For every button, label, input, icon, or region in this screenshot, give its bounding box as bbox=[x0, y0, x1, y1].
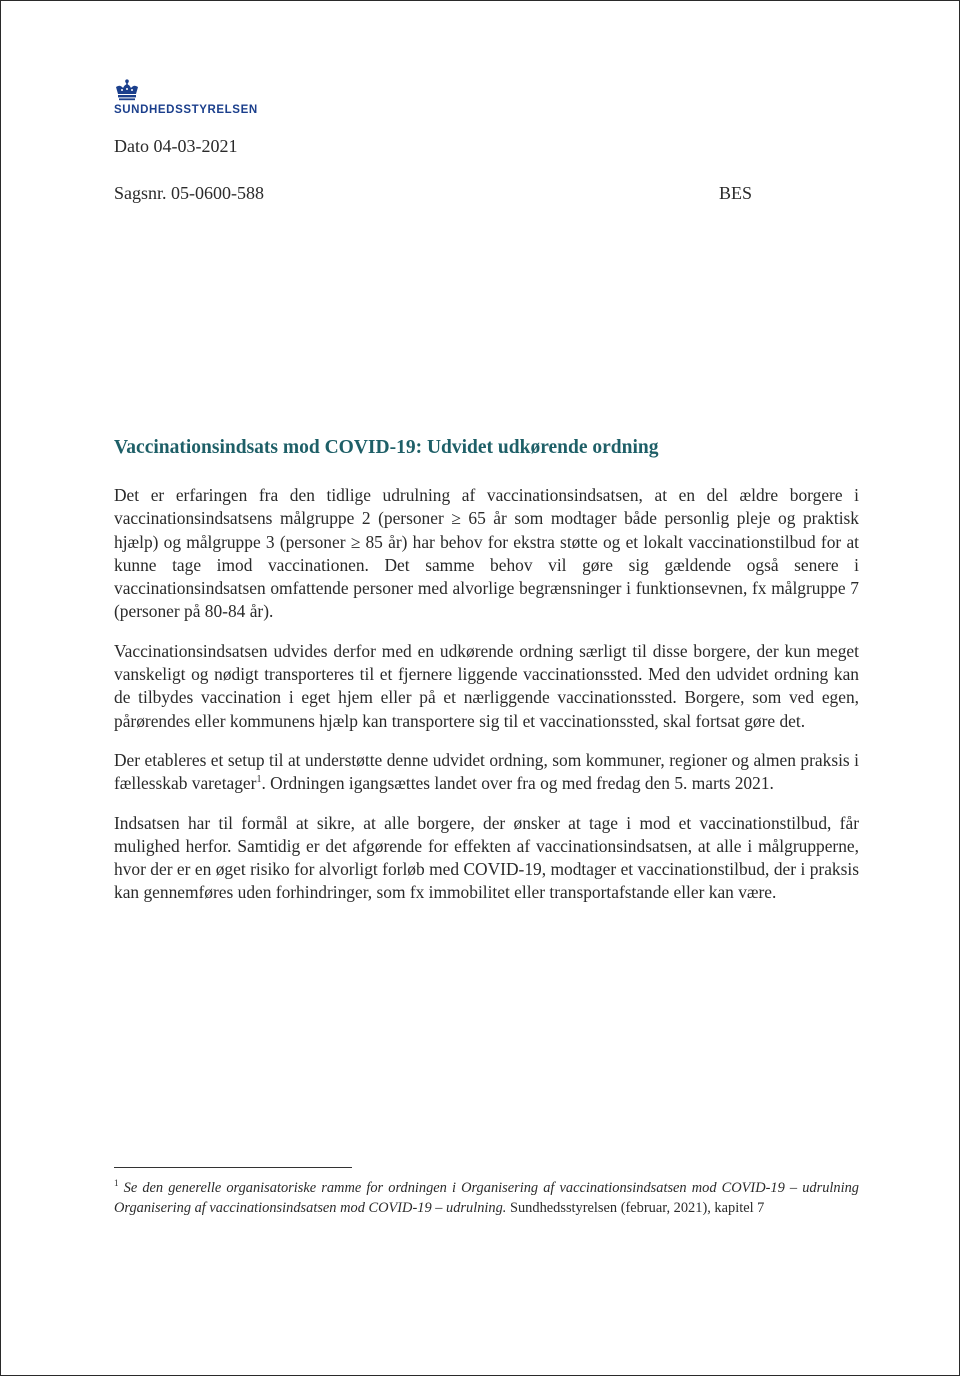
footnote-divider bbox=[114, 1167, 352, 1168]
footnote-number: 1 bbox=[114, 1178, 119, 1189]
document-body bbox=[114, 484, 859, 921]
paragraph-1: Det er erfaringen fra den tidlige udrulning af vaccinationsindsatsen, at en del ældre borgere i vaccinationsindsatsens målgruppe 2 (personer ≥ 65 år som modtager både personlig pleje og praktisk hjælp) og målgruppe 3 (personer ≥ 85 år) har behov for ekstra støtte og et lokalt vaccinationstilbud for at kunne tage imod vaccinationen. Det samme behov vil gøre sig gældende også senere i vaccinationsindsatsen omfattende personer med alvorlige begrænsninger i funktionsevnen, fx målgruppe 7 (personer på 80-84 år). bbox=[114, 485, 859, 622]
footnote-source: Sundhedsstyrelsen (februar, 2021), kapitel 7 bbox=[506, 1200, 765, 1216]
logo-wordmark: SUNDHEDSSTYRELSEN bbox=[114, 104, 258, 116]
paragraph-4: Indsatsen har til formål at sikre, at alle borgere, der ønsker at tage i mod et vaccinationstilbud, får mulighed herfor. Samtidig er det afgørende for effekten af vaccinationsindsatsen, at alle i målgrupperne, hvor der er en øget risiko for alvorligt forløb med COVID-19, modtager et vaccinationstilbud, der i praksis kan gennemføres uden forhindringer, som fx immobilitet eller transportafstande eller kan være. bbox=[114, 812, 859, 903]
document-date: Dato 04-03-2021 bbox=[114, 136, 238, 156]
footnote-reference-title: Se den generelle organisatoriske ramme for ordningen i Organisering af vaccinationsindsatsen mod COVID-19 – udrulning Organisering af vaccinationsindsatsen mod COVID-19 – udrulning. bbox=[114, 1180, 859, 1216]
case-number: Sagsnr. 05-0600-588 bbox=[114, 183, 264, 203]
document-title: Vaccinationsindsats mod COVID-19: Udvidet udkørende ordning bbox=[114, 437, 659, 458]
paragraph-3-text-b: . Ordningen igangsættes landet over fra og med fredag den 5. marts 2021. bbox=[261, 773, 774, 794]
footnote-reference[interactable]: 1 bbox=[256, 774, 262, 786]
crown-icon bbox=[114, 79, 140, 101]
paragraph-2: Vaccinationsindsatsen udvides derfor med en udkørende ordning særligt til disse borgere, der kun meget vanskeligt og nødigt transporteres til et fjernere liggende vaccinationssted. Med den udvidet ordning kan de tilbydes vaccination i eget hjem eller på et nærliggende vaccinationssted. Borgere, som ved egen, pårørendes eller kommunens hjælp kan transportere sig til et vaccinationssted, skal fortsat gøre det. bbox=[114, 640, 859, 731]
footnote bbox=[114, 1178, 859, 1218]
sundhedsstyrelsen-logo bbox=[114, 79, 258, 116]
paragraph-3 bbox=[114, 749, 859, 796]
author-initials: BES bbox=[719, 183, 753, 203]
paragraph-3-text-a: Der etableres et setup til at understøtte denne udvidet ordning, som kommuner, regioner og almen praksis i fællesskab varetager bbox=[114, 749, 859, 794]
